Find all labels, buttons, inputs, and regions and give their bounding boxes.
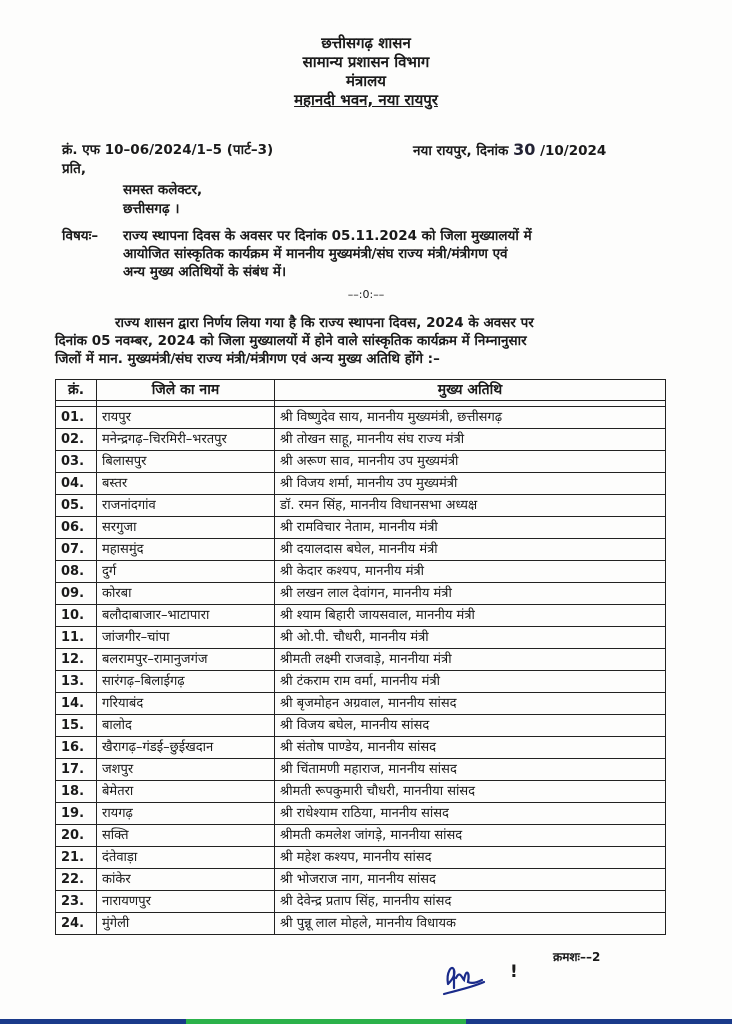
table-row	[56, 913, 666, 935]
office-address: महानदी भवन, नया रायपुर	[294, 91, 438, 109]
serial-cell: 13.	[56, 671, 97, 693]
table-row	[56, 671, 666, 693]
bottom-color-bar	[0, 1019, 732, 1024]
district-cell: कोरबा	[97, 583, 275, 605]
table-row	[56, 583, 666, 605]
table-row	[56, 473, 666, 495]
table-row	[56, 759, 666, 781]
serial-cell: 02.	[56, 429, 97, 451]
table-row	[56, 561, 666, 583]
district-cell: बस्तर	[97, 473, 275, 495]
table-row	[56, 803, 666, 825]
chief-guest-cell: श्री महेश कश्यप, माननीय सांसद	[275, 847, 666, 869]
district-cell: दंतेवाड़ा	[97, 847, 275, 869]
table-row	[56, 715, 666, 737]
chief-guest-cell: श्रीमती कमलेश जांगड़े, माननीया सांसद	[275, 825, 666, 847]
chief-guest-cell: डॉ. रमन सिंह, माननीय विधानसभा अध्यक्ष	[275, 495, 666, 517]
reference-number: क्रं. एफ 10–06/2024/1–5 (पार्ट–3)	[62, 142, 274, 158]
serial-cell: 23.	[56, 891, 97, 913]
table-row	[56, 539, 666, 561]
header-serial: क्रं.	[56, 380, 97, 401]
district-cell: कांकेर	[97, 869, 275, 891]
chief-guest-cell: श्री श्याम बिहारी जायसवाल, माननीय मंत्री	[275, 605, 666, 627]
place-date-prefix: नया रायपुर, दिनांक	[413, 143, 509, 159]
district-cell: राजनांदगांव	[97, 495, 275, 517]
date-day: 30	[513, 140, 536, 159]
chief-guest-cell: श्री रामविचार नेताम, माननीय मंत्री	[275, 517, 666, 539]
chief-guest-cell: श्री विष्णुदेव साय, माननीय मुख्यमंत्री, छत्तीसगढ़	[275, 407, 666, 429]
subject-line2: आयोजित सांस्कृतिक कार्यक्रम में माननीय मुख्यमंत्री/संघ राज्य मंत्री/मंत्रीगण एवं	[123, 246, 508, 262]
body-line1: राज्य शासन द्वारा निर्णय लिया गया है कि राज्य स्थापना दिवस, 2024 के अवसर पर	[115, 315, 534, 331]
district-cell: बालोद	[97, 715, 275, 737]
chief-guest-cell: श्री भोजराज नाग, माननीय सांसद	[275, 869, 666, 891]
date-rest: /10/2024	[540, 143, 607, 159]
serial-cell: 05.	[56, 495, 97, 517]
body-paragraph	[55, 314, 670, 368]
district-cell: सारंगढ़–बिलाईगढ़	[97, 671, 275, 693]
govt-name: छत्तीसगढ़ शासन	[321, 34, 411, 52]
chief-guest-cell: श्री विजय बघेल, माननीय सांसद	[275, 715, 666, 737]
serial-cell: 14.	[56, 693, 97, 715]
table-row	[56, 495, 666, 517]
serial-cell: 24.	[56, 913, 97, 935]
serial-cell: 12.	[56, 649, 97, 671]
letterhead	[0, 34, 732, 110]
serial-cell: 15.	[56, 715, 97, 737]
bottom-bar-green-segment	[186, 1019, 466, 1024]
table-row	[56, 869, 666, 891]
district-cell: दुर्ग	[97, 561, 275, 583]
chief-guest-cell: श्रीमती रूपकुमारी चौधरी, माननीया सांसद	[275, 781, 666, 803]
table-row	[56, 891, 666, 913]
chief-guest-cell: श्री लखन लाल देवांगन, माननीय मंत्री	[275, 583, 666, 605]
table-row	[56, 649, 666, 671]
chief-guest-cell: श्री टंकराम राम वर्मा, माननीय मंत्री	[275, 671, 666, 693]
exclamation-mark: !	[510, 962, 518, 982]
district-cell: बेमेतरा	[97, 781, 275, 803]
header-chief-guest: मुख्य अतिथि	[275, 380, 666, 401]
subject-text	[123, 227, 643, 281]
chief-guest-cell: श्री बृजमोहन अग्रवाल, माननीय सांसद	[275, 693, 666, 715]
table-row	[56, 429, 666, 451]
district-cell: बलरामपुर–रामानुजगंज	[97, 649, 275, 671]
serial-cell: 20.	[56, 825, 97, 847]
table-row	[56, 517, 666, 539]
district-cell: रायगढ़	[97, 803, 275, 825]
chief-guest-cell: श्री संतोष पाण्डेय, माननीय सांसद	[275, 737, 666, 759]
table-body	[56, 407, 666, 935]
table-row	[56, 627, 666, 649]
chief-guest-cell: श्री पुन्नू लाल मोहले, माननीय विधायक	[275, 913, 666, 935]
serial-cell: 09.	[56, 583, 97, 605]
serial-cell: 16.	[56, 737, 97, 759]
chief-guest-cell: श्री दयालदास बघेल, माननीय मंत्री	[275, 539, 666, 561]
serial-cell: 07.	[56, 539, 97, 561]
district-cell: सक्ति	[97, 825, 275, 847]
table-row	[56, 737, 666, 759]
serial-cell: 03.	[56, 451, 97, 473]
district-cell: जशपुर	[97, 759, 275, 781]
district-cell: खैरागढ़–गंडई–छुईखदान	[97, 737, 275, 759]
serial-cell: 06.	[56, 517, 97, 539]
chief-guest-cell: श्री केदार कश्यप, माननीय मंत्री	[275, 561, 666, 583]
serial-cell: 17.	[56, 759, 97, 781]
prati-label: प्रति,	[62, 161, 87, 177]
table-row	[56, 407, 666, 429]
ministry-label: मंत्रालय	[345, 72, 386, 90]
subject-line1: राज्य स्थापना दिवस के अवसर पर दिनांक 05.11.2024 को जिला मुख्यालयों में	[123, 228, 532, 244]
serial-cell: 04.	[56, 473, 97, 495]
serial-cell: 01.	[56, 407, 97, 429]
table-row	[56, 825, 666, 847]
table-row	[56, 605, 666, 627]
chief-guest-cell: श्री विजय शर्मा, माननीय उप मुख्यमंत्री	[275, 473, 666, 495]
chief-guest-cell: श्री ओ.पी. चौधरी, माननीय मंत्री	[275, 627, 666, 649]
addressee-line2: छत्तीसगढ़ ।	[123, 201, 180, 217]
serial-cell: 08.	[56, 561, 97, 583]
table-row	[56, 451, 666, 473]
separator: ––:0:––	[347, 288, 385, 301]
serial-cell: 18.	[56, 781, 97, 803]
body-line3: जिलों में मान. मुख्यमंत्री/संघ राज्य मंत्री/मंत्रीगण एवं अन्य मुख्य अतिथि होंगे :–	[55, 351, 440, 367]
chief-guest-cell: श्री तोखन साहू, माननीय संघ राज्य मंत्री	[275, 429, 666, 451]
chief-guest-cell: श्री राधेश्याम राठिया, माननीय सांसद	[275, 803, 666, 825]
place-date	[413, 141, 606, 160]
chief-guest-cell: श्री चिंतामणी महाराज, माननीय सांसद	[275, 759, 666, 781]
header-district: जिले का नाम	[97, 380, 275, 401]
chief-guest-table	[55, 379, 666, 935]
body-line2: दिनांक 05 नवम्बर, 2024 को जिला मुख्यालयों में होने वाले सांस्कृतिक कार्यक्रम में निम्नानुसार	[55, 333, 527, 349]
district-cell: सरगुजा	[97, 517, 275, 539]
table-row	[56, 847, 666, 869]
continued-label: क्रमशः––2	[553, 950, 601, 964]
subject-line3: अन्य मुख्य अतिथियों के संबंध में।	[123, 264, 287, 280]
table-row	[56, 693, 666, 715]
signature	[440, 958, 500, 998]
serial-cell: 19.	[56, 803, 97, 825]
chief-guest-cell: श्री देवेन्द्र प्रताप सिंह, माननीय सांसद	[275, 891, 666, 913]
district-cell: नारायणपुर	[97, 891, 275, 913]
addressee-line1: समस्त कलेक्टर,	[123, 182, 203, 198]
department-name: सामान्य प्रशासन विभाग	[302, 53, 430, 71]
district-cell: गरियाबंद	[97, 693, 275, 715]
district-cell: बिलासपुर	[97, 451, 275, 473]
serial-cell: 22.	[56, 869, 97, 891]
serial-cell: 11.	[56, 627, 97, 649]
table-row	[56, 781, 666, 803]
district-cell: मनेन्द्रगढ़–चिरमिरी–भरतपुर	[97, 429, 275, 451]
district-cell: जांजगीर–चांपा	[97, 627, 275, 649]
chief-guest-cell: श्री अरूण साव, माननीय उप मुख्यमंत्री	[275, 451, 666, 473]
district-cell: महासमुंद	[97, 539, 275, 561]
serial-cell: 10.	[56, 605, 97, 627]
table-header-row	[56, 380, 666, 401]
district-cell: रायपुर	[97, 407, 275, 429]
district-cell: मुंगेली	[97, 913, 275, 935]
chief-guest-cell: श्रीमती लक्ष्मी राजवाड़े, माननीया मंत्री	[275, 649, 666, 671]
serial-cell: 21.	[56, 847, 97, 869]
district-cell: बलौदाबाजार–भाटापारा	[97, 605, 275, 627]
subject-label: विषयः–	[62, 228, 99, 244]
